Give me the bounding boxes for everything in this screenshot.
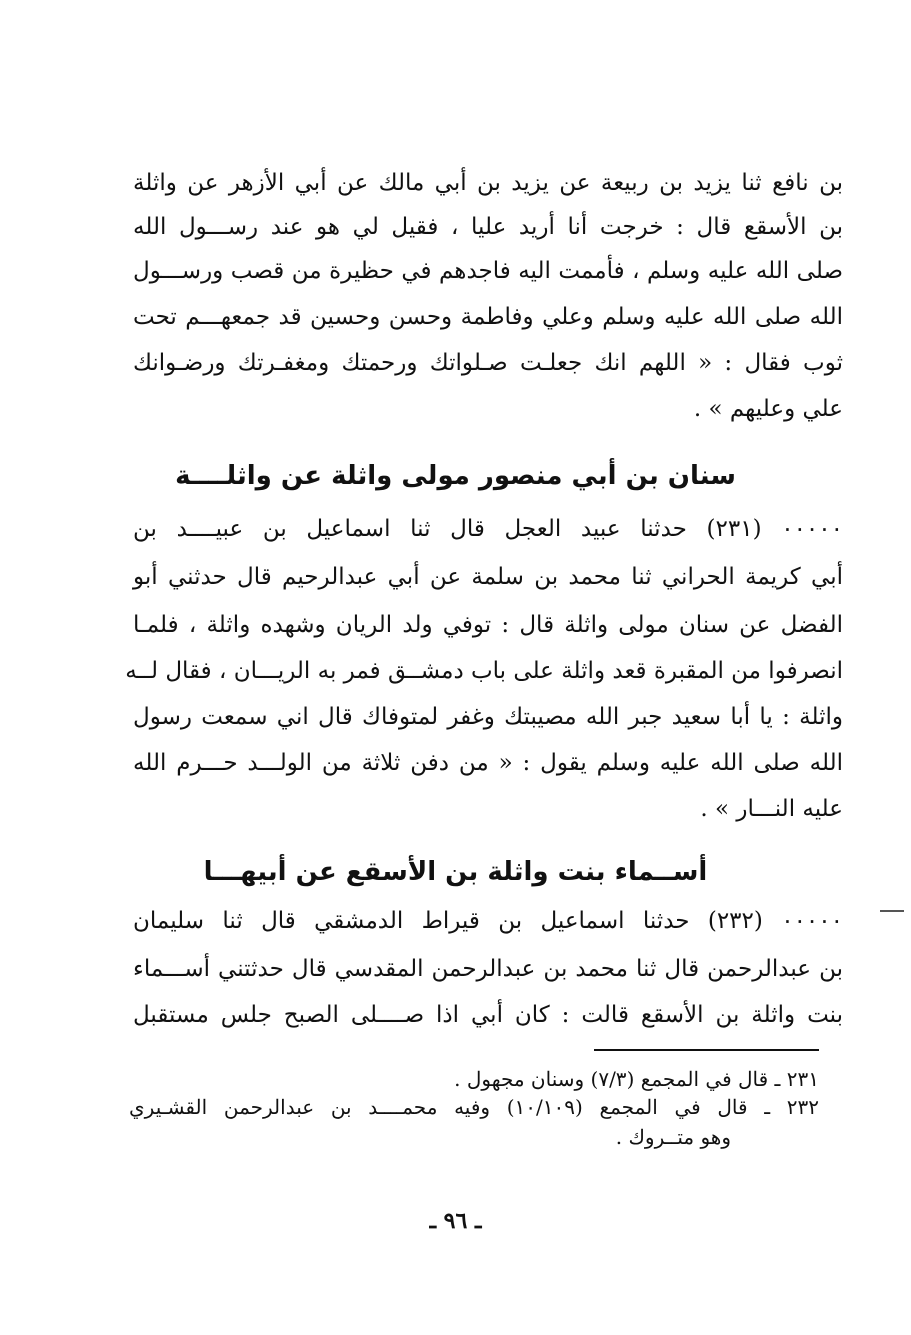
text-line: انصرفوا من المقبرة قعد واثلة على باب دمشــق فمر به الريـــان ، فقال لــه bbox=[125, 658, 843, 684]
text-line: عليه النـــار » . bbox=[700, 796, 843, 822]
text-line: بن نافع ثنا يزيد بن ربيعة عن يزيد بن أبي مالك عن أبي الأزهر عن واثلة bbox=[133, 170, 843, 196]
text-line: بن عبدالرحمن قال ثنا محمد بن عبدالرحمن المقدسي قال حدثتني أســـماء bbox=[133, 956, 843, 982]
text-line: ٠٠٠٠٠ (٢٣٢) حدثنا اسماعيل بن قيراط الدمشقي قال ثنا سليمان bbox=[133, 908, 843, 934]
text-line: ثوب فقال : « اللهم انك جعلـت صـلواتك ورحمتك ومغفـرتك ورضـوانك bbox=[133, 350, 843, 376]
text-line: واثلة : يا أبا سعيد جبر الله مصيبتك وغفر لمتوفاك قال اني سمعت رسول bbox=[133, 704, 843, 730]
page-number: ـ ٩٦ ـ bbox=[429, 1208, 482, 1234]
section-heading: أســماء بنت واثلة بن الأسقع عن أبيهـــا bbox=[203, 857, 708, 887]
text-line: صلى الله عليه وسلم ، فأممت اليه فاجدهم في حظيرة من قصب ورســـول bbox=[133, 258, 843, 284]
text-line: الله صلى الله عليه وسلم وعلي وفاطمة وحسن وحسين قد جمعهـــم تحت bbox=[133, 304, 843, 330]
footnote: ٢٣١ ـ قال في المجمع (٧/٣) وسنان مجهول . bbox=[454, 1067, 819, 1091]
scan-mark bbox=[880, 910, 904, 912]
footnote: ٢٣٢ ـ قال في المجمع (١٠/١٠٩) وفيه محمــــد بن عبدالرحمن القشـيري bbox=[129, 1095, 819, 1119]
text-line: ٠٠٠٠٠ (٢٣١) حدثنا عبيد العجل قال ثنا اسماعيل بن عبيــــد بن bbox=[133, 516, 843, 542]
text-line: الله صلى الله عليه وسلم يقول : « من دفن ثلاثة من الولـــد حـــرم الله bbox=[133, 750, 843, 776]
section-heading: سنان بن أبي منصور مولى واثلة عن واثلــــة bbox=[175, 461, 736, 491]
text-line: بنت واثلة بن الأسقع قالت : كان أبي اذا صــــلى الصبح جلس مستقبل bbox=[133, 1002, 843, 1028]
text-line: الفضل عن سنان مولى واثلة قال : توفي ولد الريان وشهده واثلة ، فلمـا bbox=[133, 612, 843, 638]
text-line: بن الأسقع قال : خرجت أنا أريد عليا ، فقيل لي هو عند رســـول الله bbox=[133, 214, 843, 240]
text-line: علي وعليهم » . bbox=[693, 396, 843, 422]
footnote: وهو متــروك . bbox=[615, 1125, 731, 1149]
text-line: أبي كريمة الحراني ثنا محمد بن سلمة عن أبي عبدالرحيم قال حدثني أبو bbox=[133, 564, 843, 590]
footnote-divider bbox=[594, 1049, 819, 1051]
